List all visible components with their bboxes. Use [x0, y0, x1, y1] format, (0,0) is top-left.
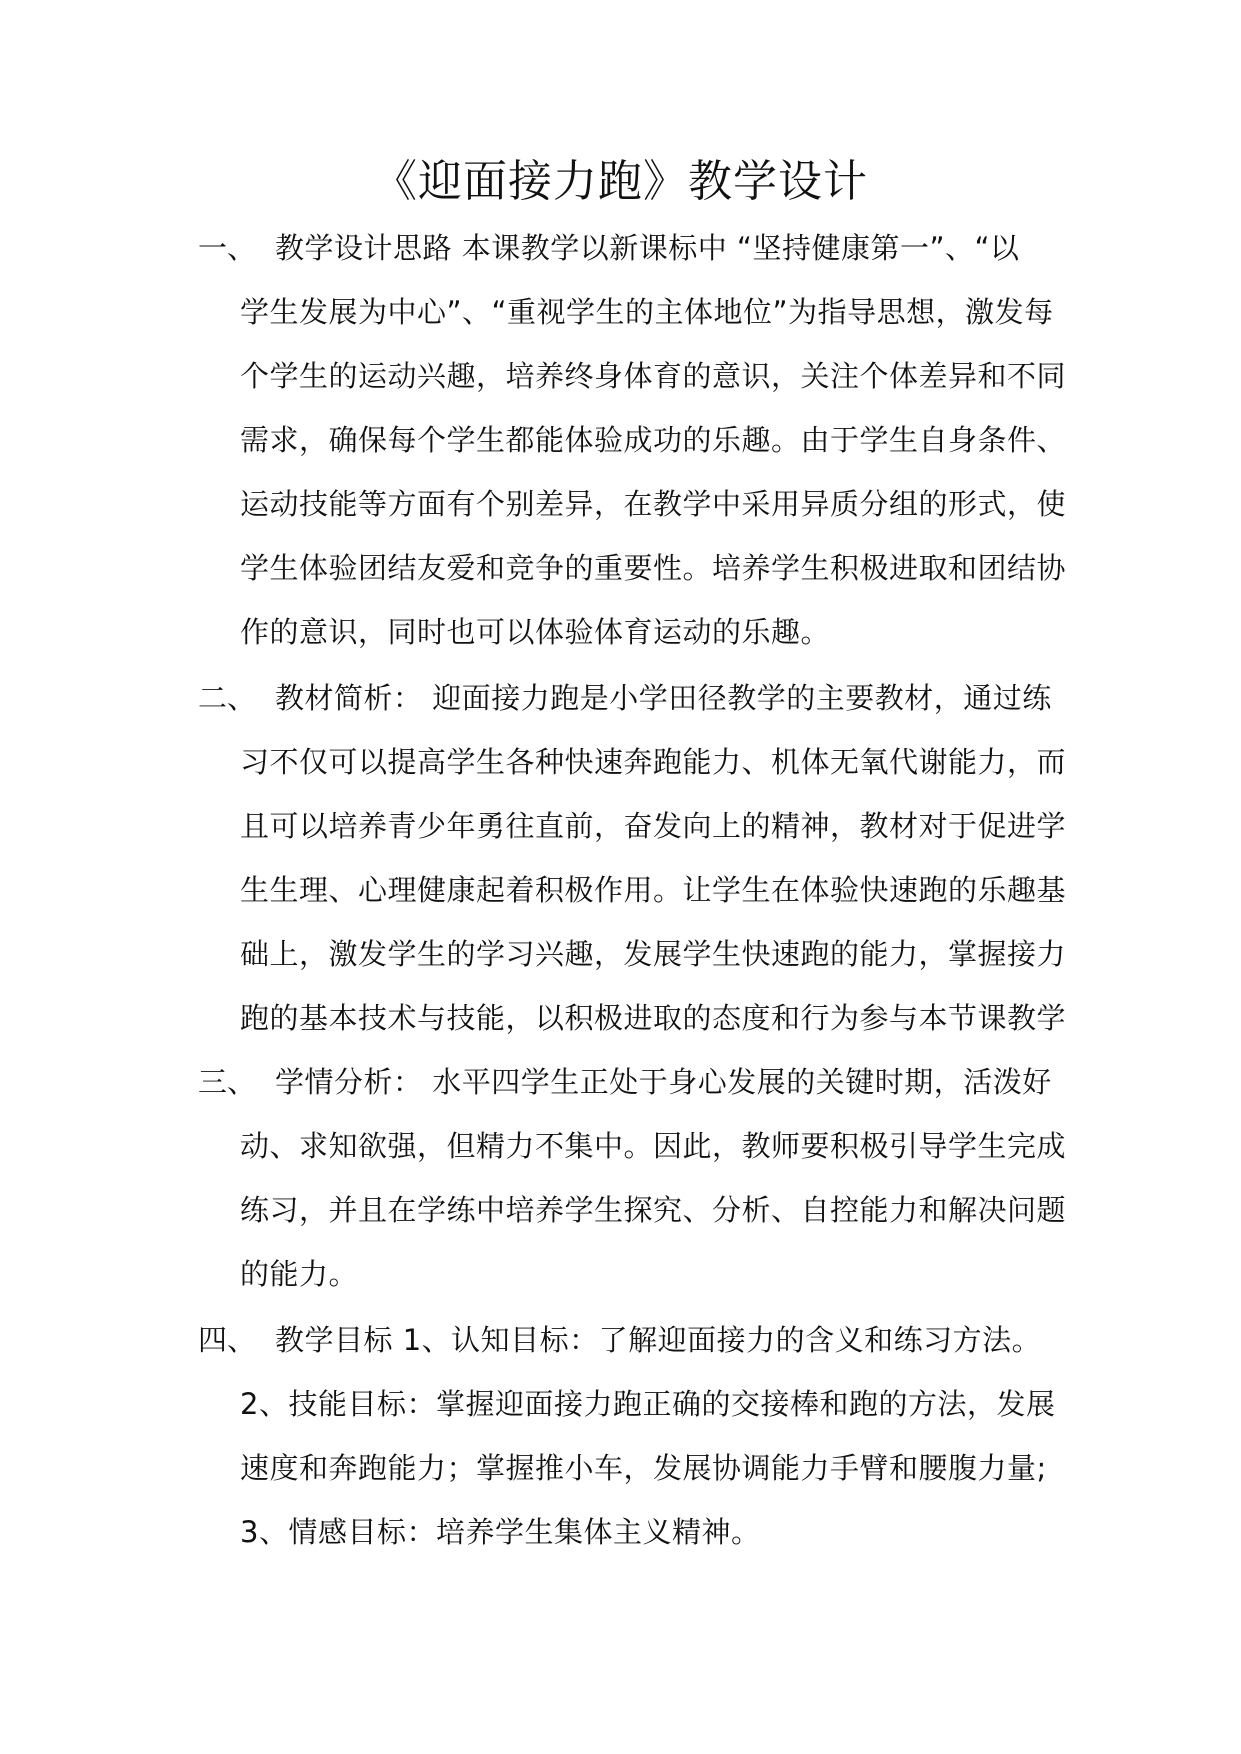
section-1-line-1: 教学设计思路 本课教学以新课标中 “坚持健康第一”、“以 — [275, 231, 1020, 265]
section-1-line-6: 学生体验团结友爱和竞争的重要性。培养学生积极进取和团结协 — [240, 551, 1067, 585]
section-1-line-2: 学生发展为中心”、“重视学生的主体地位”为指导思想，激发每 — [240, 295, 1054, 329]
section-2-line-3: 且可以培养青少年勇往直前，奋发向上的精神，教材对于促进学 — [240, 809, 1067, 843]
section-1-line-5: 运动技能等方面有个别差异，在教学中采用异质分组的形式，使 — [240, 487, 1067, 521]
section-2-line-6: 跑的基本技术与技能，以积极进取的态度和行为参与本节课教学 — [240, 1001, 1067, 1035]
section-2-number: 二、 — [198, 681, 257, 715]
document-title: 《迎面接力跑》教学设计 — [373, 156, 868, 207]
section-1-line-3: 个学生的运动兴趣，培养终身体育的意识，关注个体差异和不同 — [240, 359, 1067, 393]
section-3-line-4: 的能力。 — [240, 1257, 359, 1291]
section-2-line-4: 生生理、心理健康起着积极作用。让学生在体验快速跑的乐趣基 — [240, 873, 1067, 907]
section-4-number: 四、 — [198, 1323, 257, 1357]
section-1-number: 一、 — [198, 231, 257, 265]
section-2-line-5: 础上，激发学生的学习兴趣，发展学生快速跑的能力，掌握接力 — [240, 937, 1067, 971]
section-1-line-4: 需求，确保每个学生都能体验成功的乐趣。由于学生自身条件、 — [240, 423, 1067, 457]
section-4-line-3: 速度和奔跑能力；掌握推小车，发展协调能力手臂和腰腹力量; — [240, 1451, 1047, 1485]
section-2-line-1: 教材简析： 迎面接力跑是小学田径教学的主要教材，通过练 — [275, 681, 1052, 715]
section-3-line-1: 学情分析： 水平四学生正处于身心发展的关键时期，活泼好 — [275, 1065, 1052, 1099]
section-4-line-2: 2、技能目标：掌握迎面接力跑正确的交接棒和跑的方法，发展 — [240, 1387, 1056, 1421]
section-1-line-7: 作的意识，同时也可以体验体育运动的乐趣。 — [240, 615, 831, 649]
section-3-number: 三、 — [198, 1065, 257, 1099]
section-4-line-4: 3、情感目标：培养学生集体主义精神。 — [240, 1515, 761, 1549]
section-3-line-3: 练习，并且在学练中培养学生探究、分析、自控能力和解决问题 — [240, 1193, 1067, 1227]
section-3-line-2: 动、求知欲强，但精力不集中。因此，教师要积极引导学生完成 — [240, 1129, 1067, 1163]
section-4-line-1: 教学目标 1、认知目标：了解迎面接力的含义和练习方法。 — [275, 1323, 1042, 1357]
section-2-line-2: 习不仅可以提高学生各种快速奔跑能力、机体无氧代谢能力，而 — [240, 745, 1067, 779]
